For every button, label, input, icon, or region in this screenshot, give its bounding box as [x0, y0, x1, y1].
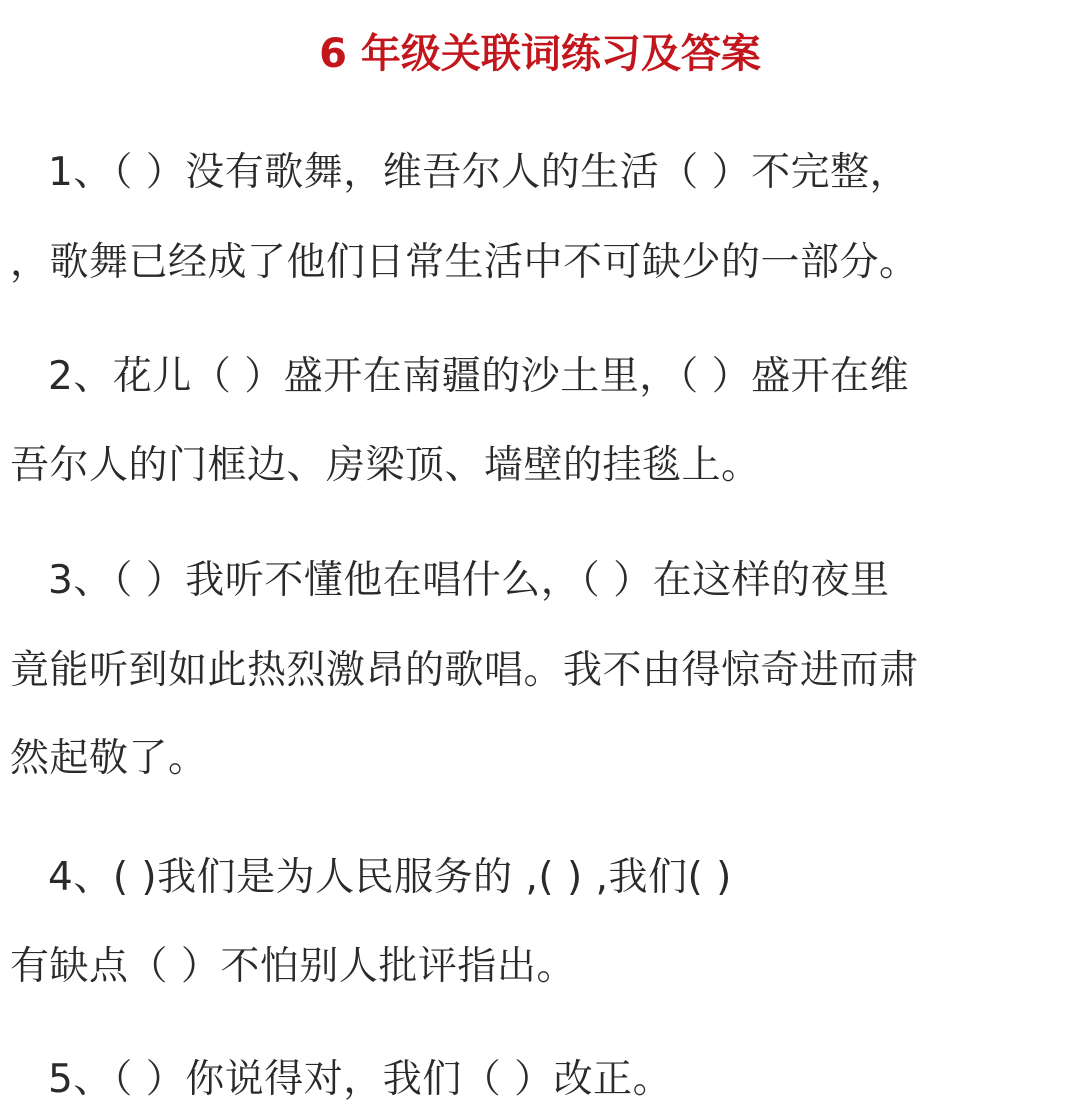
- question-4-line-2: 有缺点（ ）不怕别人批评指出。: [10, 944, 576, 989]
- question-5-line-1: 5、（ ）你说得对，我们（ ）改正。: [48, 1057, 673, 1102]
- question-3-line-3: 然起敬了。: [10, 736, 208, 781]
- question-3-line-1: 3、（ ）我听不懂他在唱什么，（ ）在这样的夜里: [48, 558, 890, 603]
- worksheet-title: 6 年级关联词练习及答案: [319, 31, 761, 77]
- question-1-line-1: 1、（ ）没有歌舞，维吾尔人的生活（ ）不完整，: [48, 150, 910, 195]
- question-2-line-1: 2、花儿（ ）盛开在南疆的沙土里，（ ）盛开在维: [48, 354, 910, 399]
- question-2-line-2: 吾尔人的门框边、房梁顶、墙壁的挂毯上。: [10, 443, 761, 488]
- question-3-line-2: 竟能听到如此热烈激昂的歌唱。我不由得惊奇进而肃: [10, 648, 919, 693]
- question-1-line-2: ，歌舞已经成了他们日常生活中不可缺少的一部分。: [10, 240, 919, 285]
- question-4-line-1: 4、( )我们是为人民服务的 ,( ) ,我们( ): [48, 855, 732, 900]
